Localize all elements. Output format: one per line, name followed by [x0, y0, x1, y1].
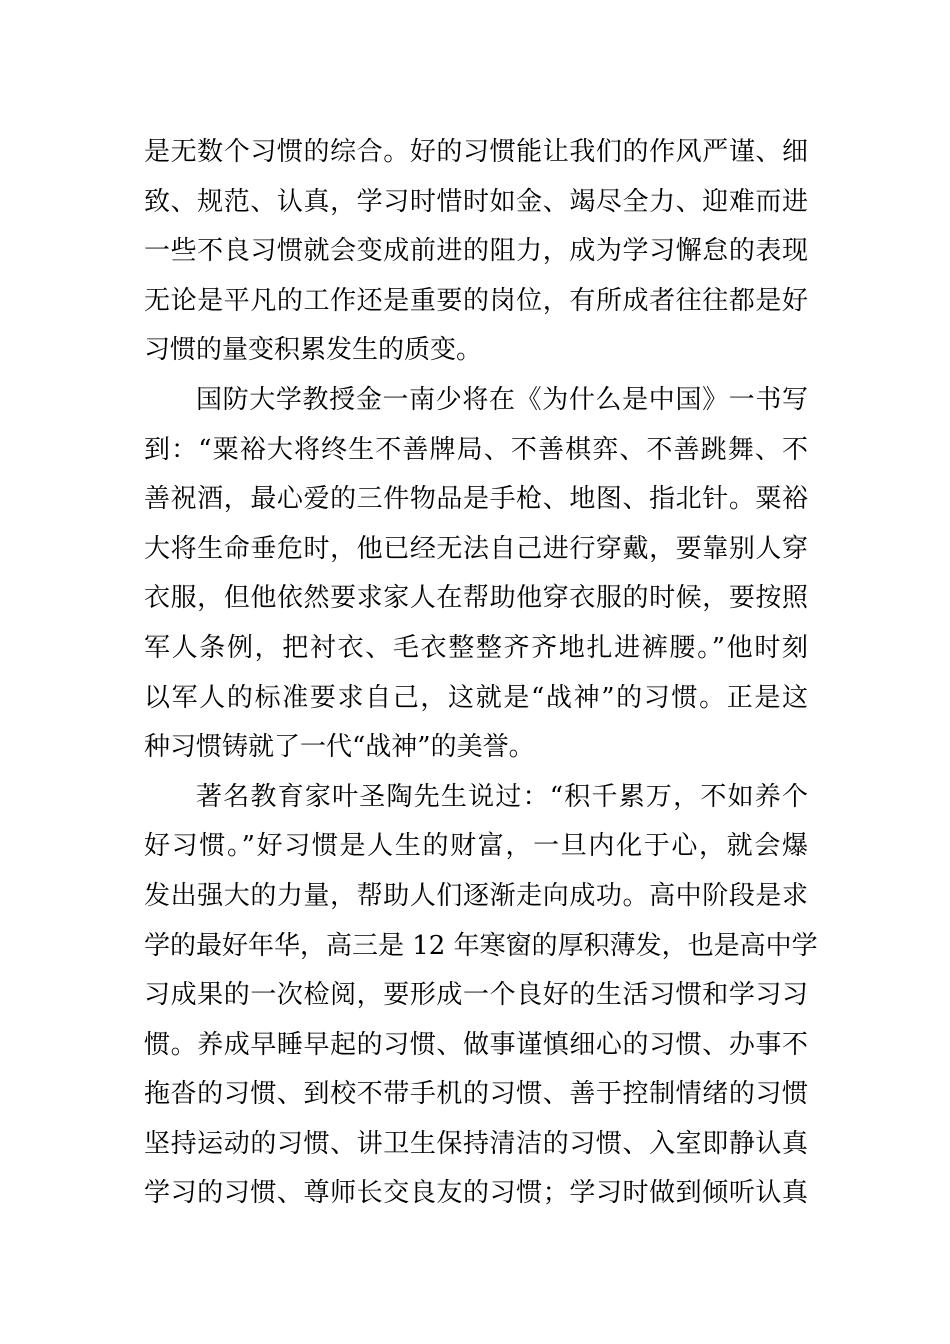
text-line: 到：“粟裕大将终生不善牌局、不善棋弈、不善跳舞、不: [144, 434, 808, 465]
text-line: 惯。养成早睡早起的习惯、做事谨慎细心的习惯、办事不: [144, 1029, 808, 1060]
text-line: 发出强大的力量，帮助人们逐渐走向成功。高中阶段是求: [144, 880, 808, 911]
text-line: 大将生命垂危时，他已经无法自己进行穿戴，要靠别人穿: [144, 533, 808, 564]
text-line: 学的最好年华，高三是 12 年寒窗的厚积薄发，也是高中学: [144, 930, 818, 961]
text-line: 好习惯。”好习惯是人生的财富，一旦内化于心，就会爆: [144, 831, 808, 862]
text-line: 拖沓的习惯、到校不带手机的习惯、善于控制情绪的习惯: [144, 1079, 808, 1110]
text-line: 坚持运动的习惯、讲卫生保持清洁的习惯、入室即静认真: [144, 1128, 808, 1159]
text-line: 习惯的量变积累发生的质变。: [144, 335, 483, 366]
text-line: 习成果的一次检阅，要形成一个良好的生活习惯和学习习: [144, 980, 808, 1011]
text-line: 无论是平凡的工作还是重要的岗位，有所成者往往都是好: [144, 285, 808, 316]
text-line: 军人条例，把衬衣、毛衣整整齐齐地扎进裤腰。”他时刻: [144, 632, 808, 663]
text-line: 以军人的标准要求自己，这就是“战神”的习惯。正是这: [144, 682, 808, 713]
text-line: 种习惯铸就了一代“战神”的美誉。: [144, 732, 535, 763]
text-line: 是无数个习惯的综合。好的习惯能让我们的作风严谨、细: [144, 137, 808, 167]
text-line: 一些不良习惯就会变成前进的阻力，成为学习懈怠的表现: [144, 236, 808, 267]
paragraph-first-line: 著名教育家叶圣陶先生说过：“积千累万，不如养个: [196, 781, 808, 812]
body-text: [144, 128, 818, 1219]
text-line: 学习的习惯、尊师长交良友的习惯；学习时做到倾听认真: [144, 1178, 808, 1209]
text-line: 致、规范、认真，学习时惜时如金、竭尽全力、迎难而进: [144, 186, 808, 217]
text-line: 善祝酒，最心爱的三件物品是手枪、地图、指北针。粟裕: [144, 484, 808, 515]
paragraph-first-line: 国防大学教授金一南少将在《为什么是中国》一书写: [196, 384, 808, 415]
text-line: 衣服，但他依然要求家人在帮助他穿衣服的时候，要按照: [144, 583, 808, 614]
